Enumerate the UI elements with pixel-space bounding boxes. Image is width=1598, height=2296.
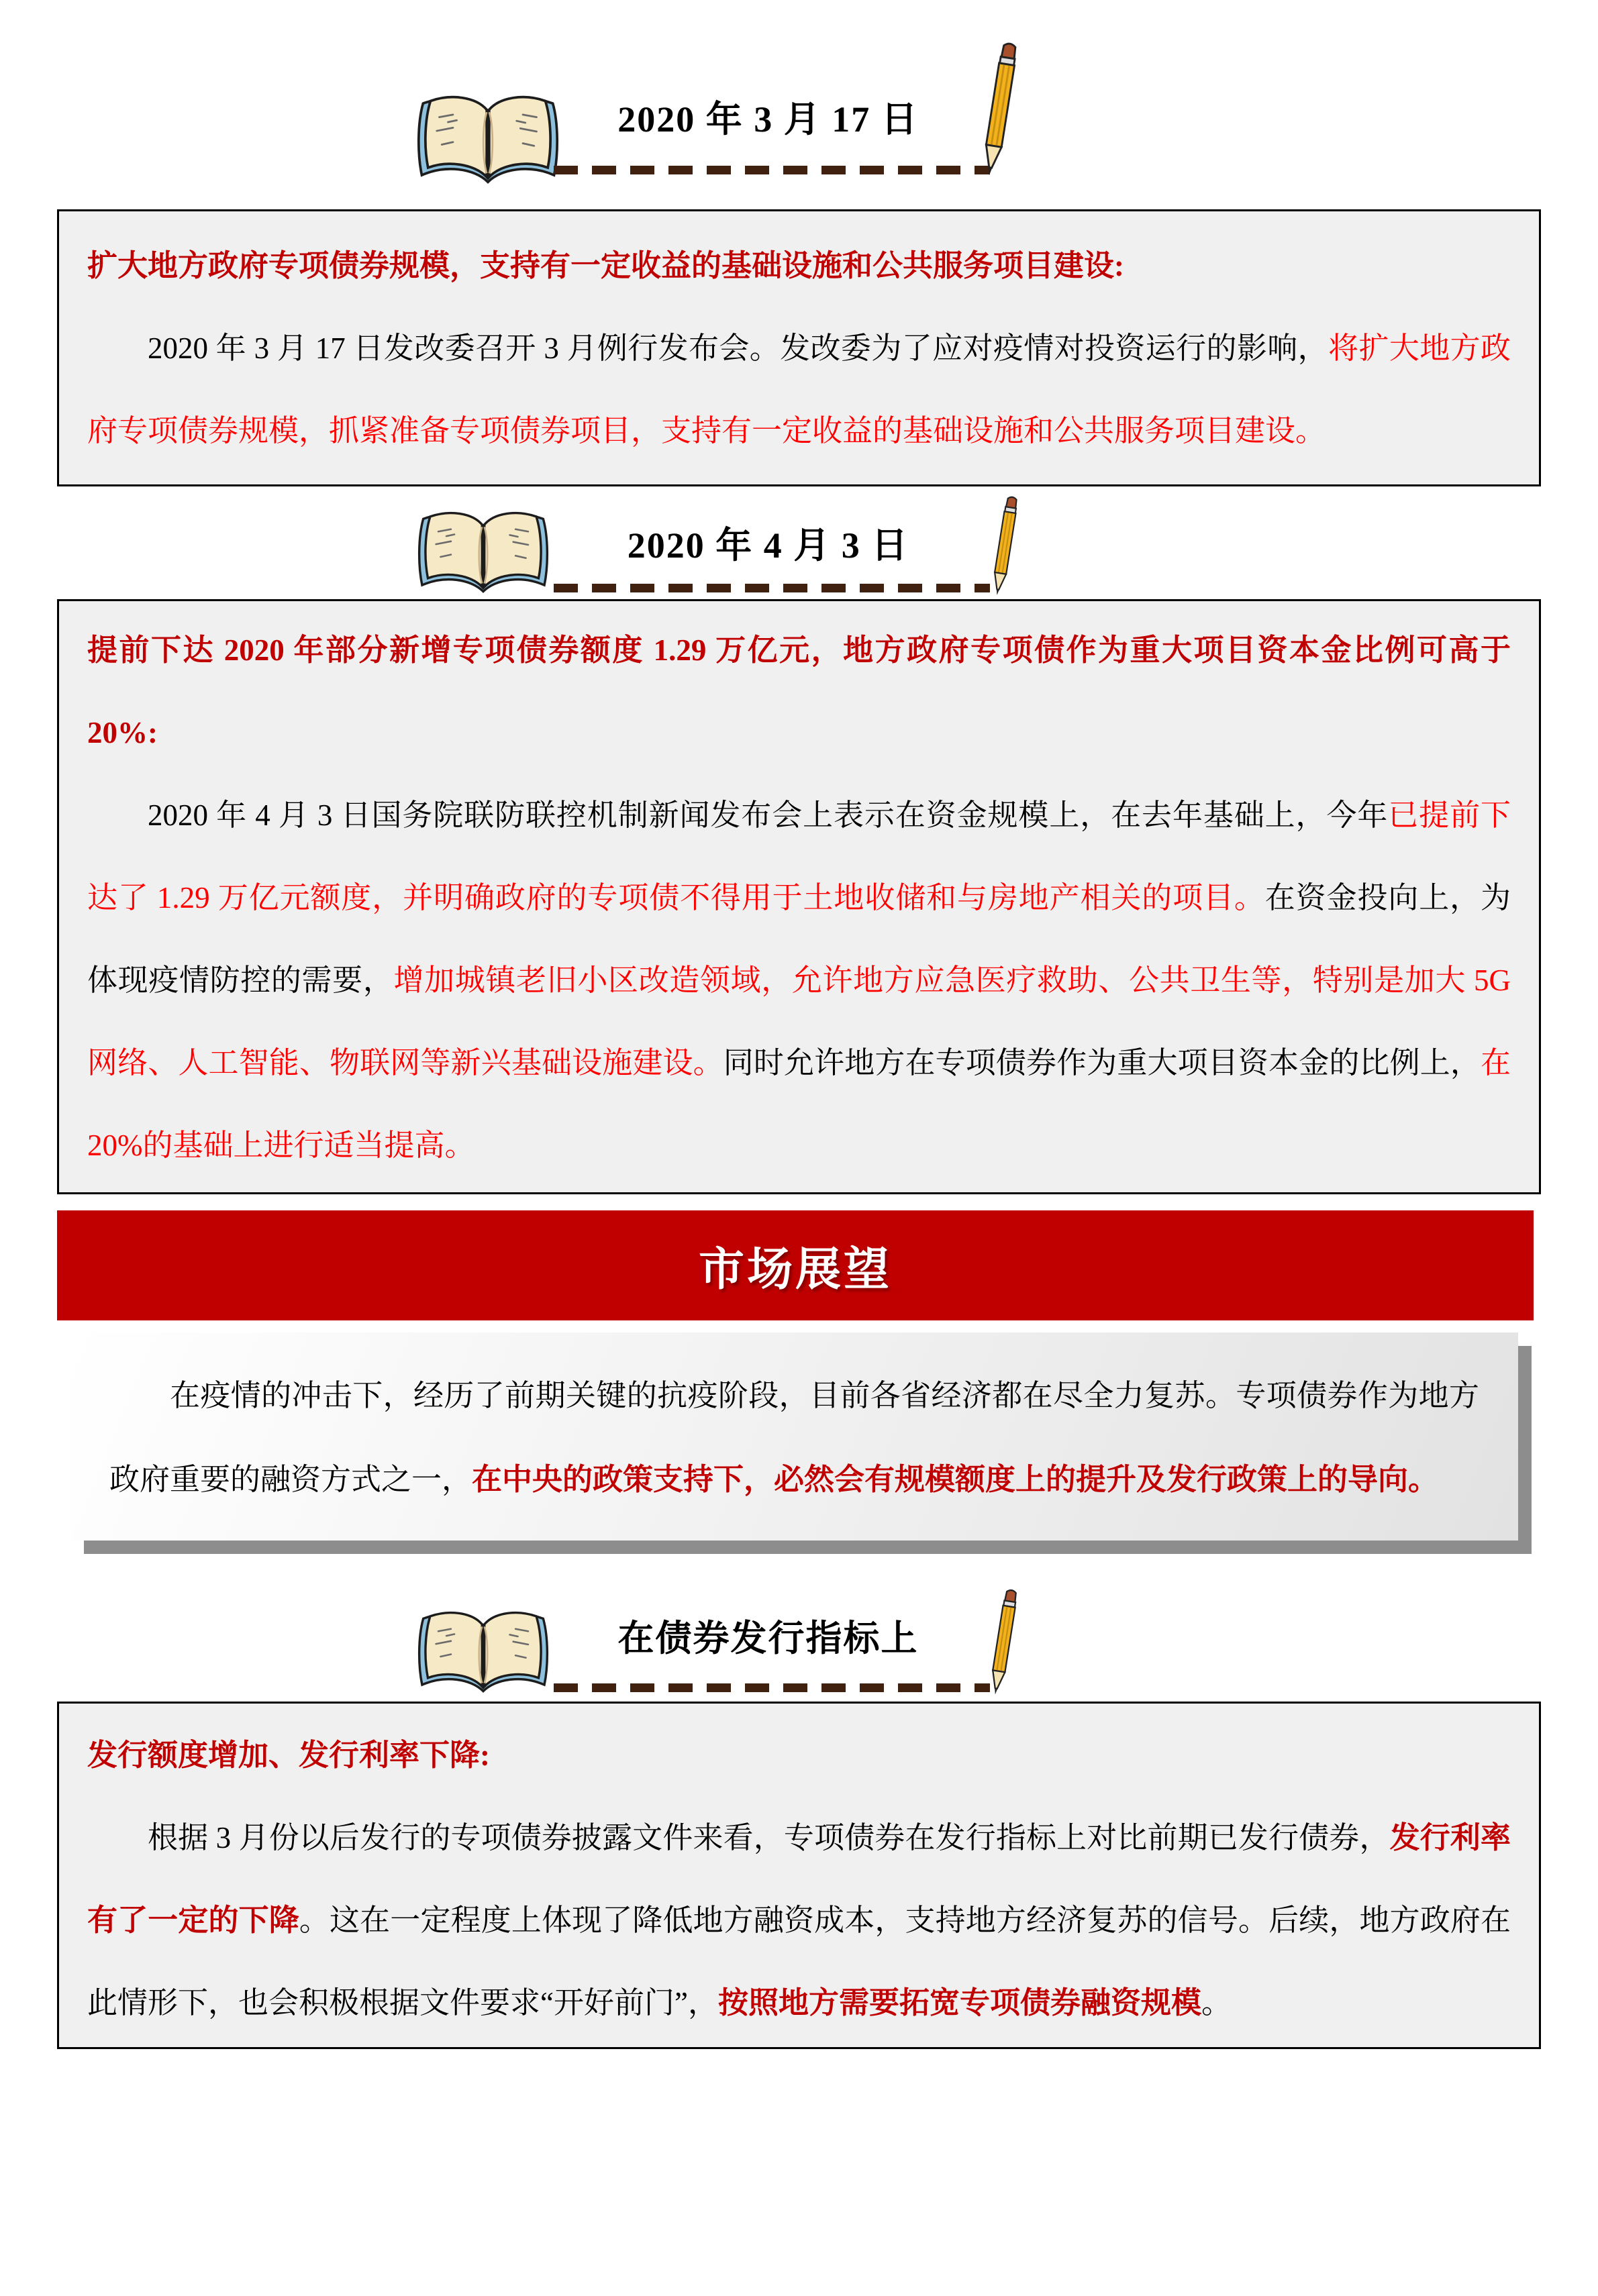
pencil-icon bbox=[970, 40, 1028, 182]
dashed-line bbox=[554, 584, 990, 592]
dashed-line bbox=[554, 166, 990, 174]
text-run-black: 。 bbox=[1201, 1986, 1232, 2020]
timeline-header-march-17 bbox=[57, 37, 1541, 181]
text-run-black: 2020 年 4 月 3 日国务院联防联控机制新闻发布会上表示在资金规模上，在去年基础上，今年 bbox=[148, 798, 1389, 832]
text-run-black: 2020 年 3 月 17 日发改委召开 3 月例行发布会。发改委为了应对疫情对投资运行的影响， bbox=[148, 331, 1329, 365]
text-run-black: 。这在一定程度上体现了降低地方融资成本，支持地方经济复苏的信号。后续，地方政府在此情形下，也会积极根据文件要求“开好前门”， bbox=[87, 1903, 1511, 2020]
timeline-header-inner bbox=[410, 493, 1028, 599]
outlook-paragraph bbox=[109, 1354, 1479, 1522]
text-run-red: 增加城镇老旧小区改造领域，允许地方应急医疗救助、公共卫生等，特别是加大 5G 网络、人工智能、物联网等新兴基础设施建设。 bbox=[87, 963, 1511, 1080]
pencil-icon bbox=[978, 1587, 1028, 1700]
text-run-black: 同时允许地方在专项债券作为重大项目资本金的比例上， bbox=[723, 1046, 1481, 1080]
timeline-header-april-3 bbox=[57, 493, 1541, 599]
open-book-icon bbox=[410, 1604, 556, 1702]
market-outlook-box bbox=[70, 1333, 1518, 1541]
text-run-boldred: 在中央的政策支持下，必然会有规模额度上的提升及发行政策上的导向。 bbox=[472, 1463, 1439, 1496]
text-run-black: 在资金投向上，为体现疫情防控的需要， bbox=[87, 881, 1511, 997]
timeline-section-title: 在债券发行指标上 bbox=[617, 1618, 919, 1659]
policy-paragraph bbox=[87, 307, 1511, 472]
policy-box-april-3 bbox=[57, 599, 1541, 1194]
timeline-header-inner bbox=[410, 1585, 1028, 1699]
policy-paragraph bbox=[87, 774, 1511, 1187]
pencil-icon bbox=[981, 494, 1028, 601]
timeline-date-title: 2020 年 4 月 3 日 bbox=[627, 525, 909, 566]
text-run-boldred: 发行利率有了一定的下降 bbox=[87, 1821, 1511, 1937]
text-run-red: 将扩大地方政府专项债券规模，抓紧准备专项债券项目，支持有一定收益的基础设施和公共服务项目建设。 bbox=[87, 331, 1511, 448]
text-run-boldred: 按照地方需要拓宽专项债券融资规模 bbox=[717, 1986, 1201, 2020]
policy-box-heading: 扩大地方政府专项债券规模，支持有一定收益的基础设施和公共服务项目建设: bbox=[87, 249, 1124, 282]
timeline-date-title: 2020 年 3 月 17 日 bbox=[617, 99, 919, 140]
text-run-red: 已提前下达了 1.29 万亿元额度，并明确政府的专项债不得用于土地收储和与房地产相关的项目。 bbox=[87, 798, 1511, 915]
policy-box-heading: 发行额度增加、发行利率下降: bbox=[87, 1738, 490, 1772]
open-book-icon bbox=[410, 504, 556, 602]
timeline-header-inner bbox=[410, 37, 1028, 181]
policy-box-bond-issuance bbox=[57, 1702, 1541, 2049]
policy-box-heading: 提前下达 2020 年部分新增专项债券额度 1.29 万亿元，地方政府专项债作为重大项目资本金比例可高于 20%: bbox=[87, 633, 1511, 749]
text-run-red: 在 20%的基础上进行适当提高。 bbox=[87, 1046, 1511, 1162]
dashed-line bbox=[554, 1683, 990, 1692]
timeline-header-bond-issuance bbox=[57, 1585, 1541, 1699]
text-run-black: 在疫情的冲击下，经历了前期关键的抗疫阶段，目前各省经济都在尽全力复苏。专项债券作为地方政府重要的融资方式之一， bbox=[109, 1379, 1479, 1496]
market-outlook-banner: 市场展望 bbox=[57, 1210, 1534, 1320]
open-book-icon bbox=[410, 87, 566, 193]
document-body bbox=[57, 37, 1541, 2049]
policy-box-march-17 bbox=[57, 209, 1541, 486]
policy-paragraph bbox=[87, 1797, 1511, 2044]
text-run-black: 根据 3 月份以后发行的专项债券披露文件来看，专项债券在发行指标上对比前期已发行债券， bbox=[148, 1821, 1390, 1855]
